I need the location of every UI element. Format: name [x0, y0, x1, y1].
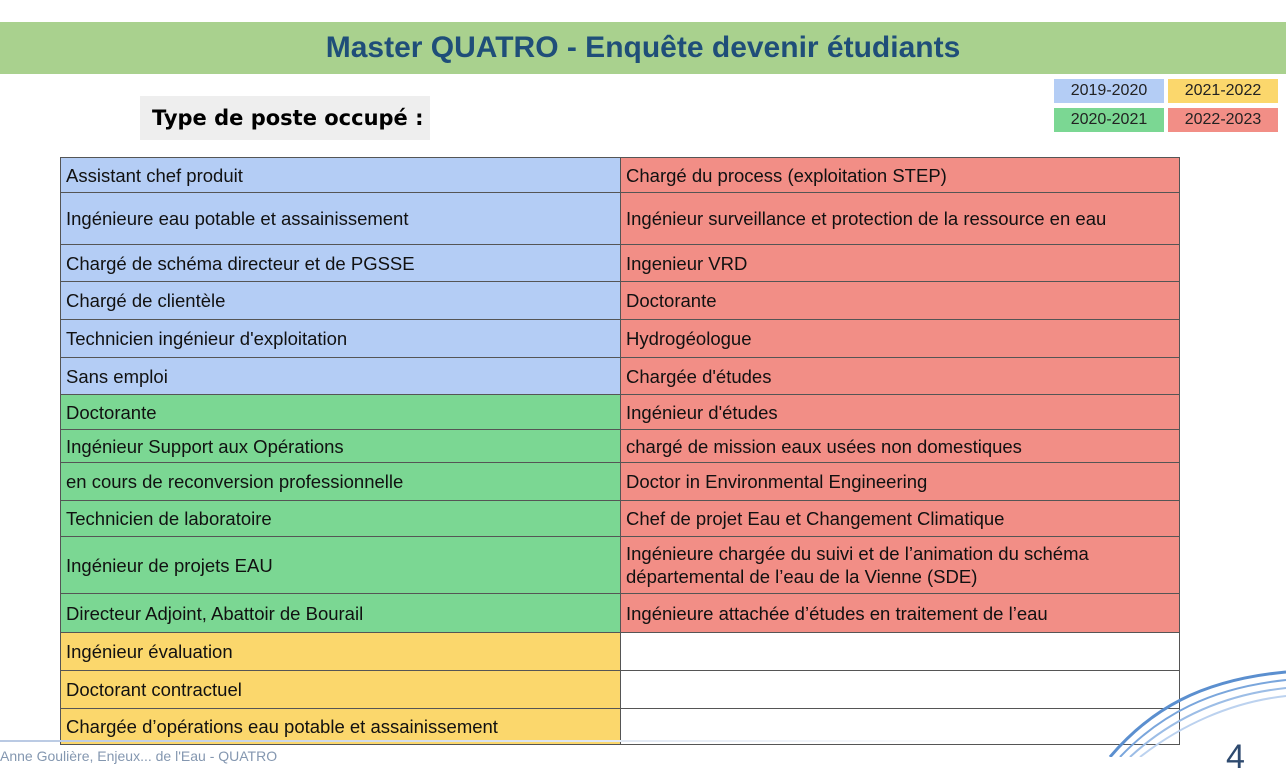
job-cell-left: Chargé de clientèle: [61, 282, 621, 320]
subtitle-box: [140, 96, 430, 140]
job-cell-left: Ingénieur évaluation: [61, 633, 621, 671]
table-row: [61, 245, 1180, 282]
job-cell-right: Hydrogéologue: [621, 320, 1180, 358]
legend-2019-2020: 2019-2020: [1054, 79, 1164, 103]
subtitle: Type de poste occupé :: [152, 106, 424, 130]
job-table: [60, 157, 1180, 745]
job-cell-right: Ingénieur d'études: [621, 395, 1180, 430]
job-cell-left: Chargée d’opérations eau potable et assainissement: [61, 709, 621, 745]
table-row: [61, 463, 1180, 501]
table-row: [61, 537, 1180, 594]
table-row: [61, 594, 1180, 633]
table-row: [61, 430, 1180, 463]
job-cell-left: Doctorante: [61, 395, 621, 430]
table-row: [61, 320, 1180, 358]
footer-text: Anne Goulière, Enjeux... de l'Eau - QUATRO: [0, 748, 278, 764]
page-title: Master QUATRO - Enquête devenir étudiants: [325, 31, 961, 64]
legend-2021-2022: 2021-2022: [1168, 79, 1278, 103]
footer-divider: [0, 740, 990, 742]
job-cell-right: Ingénieur surveillance et protection de la ressource en eau: [621, 193, 1180, 245]
job-cell-left: Doctorant contractuel: [61, 671, 621, 709]
job-cell-right: Chargée d'études: [621, 358, 1180, 395]
job-cell-right: Doctorante: [621, 282, 1180, 320]
legend-2022-2023: 2022-2023: [1168, 108, 1278, 132]
table-row: [61, 501, 1180, 537]
job-cell-left: Technicien de laboratoire: [61, 501, 621, 537]
job-cell-right: chargé de mission eaux usées non domestiques: [621, 430, 1180, 463]
table-row: [61, 671, 1180, 709]
table-row: [61, 395, 1180, 430]
table-row: [61, 282, 1180, 320]
table-row: [61, 633, 1180, 671]
title-banner: [0, 22, 1286, 74]
page-number: 4: [1226, 738, 1245, 776]
table-row: [61, 158, 1180, 193]
job-cell-left: Sans emploi: [61, 358, 621, 395]
job-cell-left: Directeur Adjoint, Abattoir de Bourail: [61, 594, 621, 633]
legend-2020-2021: 2020-2021: [1054, 108, 1164, 132]
job-cell-right: Ingenieur VRD: [621, 245, 1180, 282]
job-cell-left: Technicien ingénieur d'exploitation: [61, 320, 621, 358]
job-cell-left: en cours de reconversion professionnelle: [61, 463, 621, 501]
job-cell-left: Assistant chef produit: [61, 158, 621, 193]
job-cell-left: Ingénieur Support aux Opérations: [61, 430, 621, 463]
job-cell-right: Chef de projet Eau et Changement Climatique: [621, 501, 1180, 537]
job-cell-left: Ingénieur de projets EAU: [61, 537, 621, 594]
job-cell-right: Chargé du process (exploitation STEP): [621, 158, 1180, 193]
job-cell-right: Ingénieure attachée d’études en traitement de l’eau: [621, 594, 1180, 633]
job-cell-left: Chargé de schéma directeur et de PGSSE: [61, 245, 621, 282]
job-cell-right: Doctor in Environmental Engineering: [621, 463, 1180, 501]
wave-logo-icon: [1080, 660, 1286, 757]
job-cell-left: Ingénieure eau potable et assainissement: [61, 193, 621, 245]
job-cell-right: Ingénieure chargée du suivi et de l’animation du schéma départemental de l’eau de la Vienne (SDE): [621, 537, 1180, 594]
table-row: [61, 358, 1180, 395]
table-row: [61, 193, 1180, 245]
